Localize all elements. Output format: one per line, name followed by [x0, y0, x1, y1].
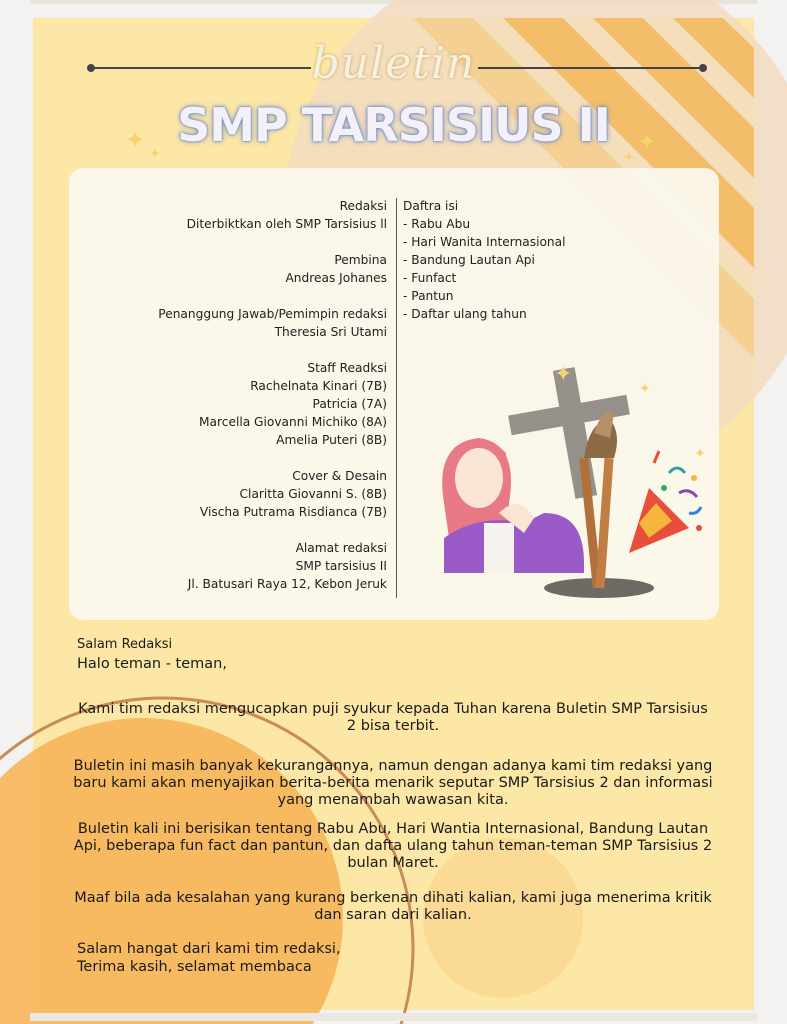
bulletin-title: SMP TARSISIUS II [177, 98, 610, 152]
sparkle-icon: ✦ [639, 381, 651, 397]
toc-item: - Rabu Abu [403, 217, 471, 231]
colophon-line: Diterbiktkan oleh SMP Tarsisius ll [186, 217, 387, 231]
sparkle-icon: ✦ [125, 126, 146, 154]
toc-item: - Funfact [403, 271, 457, 285]
toc-title: Daftra isi [403, 199, 459, 213]
letter-paragraph: Buletin kali ini berisikan tentang Rabu Abu, Hari Wantia Internasional, Bandung Lautan Api, beberapa fun fact dan pantun, dan dafta ulang tahun teman-teman SMP Tarsisius 2 bulan Maret. [73, 821, 713, 871]
bulletin-subtitle: buletin [311, 38, 476, 89]
sparkle-icon: ✦ [149, 146, 161, 162]
bottom-bar [30, 1013, 757, 1021]
colophon-line: Alamat redaksi [295, 541, 387, 555]
sparkle-icon: ✦ [623, 150, 635, 166]
girl-illustration [442, 438, 584, 573]
table-of-contents [403, 197, 653, 323]
letter-greeting: Salam Redaksi [77, 637, 173, 652]
colophon-line: Pembina [334, 253, 387, 267]
letter-closing: Salam hangat dari kami tim redaksi, [77, 941, 341, 957]
colophon [69, 197, 387, 593]
colophon-line: Patricia (7A) [312, 397, 387, 411]
colophon-gap [69, 521, 387, 539]
colophon-gap [69, 341, 387, 359]
colophon-line: Rachelnata Kinari (7B) [250, 379, 387, 393]
toc-item: - Hari Wanita Internasional [403, 235, 566, 249]
bulletin-page [33, 18, 754, 1010]
toc-item: - Bandung Lautan Api [403, 253, 535, 267]
sparkle-icon: ✦ [694, 446, 706, 462]
letter-paragraph: Buletin ini masih banyak kekurangannya, namun dengan adanya kami tim redaksi yang baru kami akan menyajikan berita-berita menarik seputar SMP Tarsisius 2 dan informasi yang menambah wawasan kita. [73, 758, 713, 808]
toc-item: - Pantun [403, 289, 454, 303]
sparkle-icon: ✦ [637, 128, 658, 156]
info-card [69, 168, 719, 620]
illustration [424, 363, 704, 603]
sparkle-icon: ✦ [554, 362, 573, 387]
column-divider [396, 198, 397, 598]
colophon-gap [69, 449, 387, 467]
party-popper-icon [629, 451, 702, 553]
toc-item: - Daftar ulang tahun [403, 307, 527, 321]
colophon-line: Jl. Batusari Raya 12, Kebon Jeruk [187, 577, 387, 591]
colophon-line: Redaksi [339, 199, 387, 213]
colophon-line: Marcella Giovanni Michiko (8A) [199, 415, 387, 429]
letter-paragraph: Kami tim redaksi mengucapkan puji syukur kepada Tuhan karena Buletin SMP Tarsisius 2 bisa terbit. [78, 701, 708, 734]
colophon-line: Cover & Desain [292, 469, 387, 483]
letter-closing: Terima kasih, selamat membaca [77, 959, 312, 975]
colophon-line: Theresia Sri Utami [274, 325, 387, 339]
letter-hello: Halo teman - teman, [77, 656, 227, 672]
colophon-line: SMP tarsisius II [295, 559, 387, 573]
colophon-line: Penanggung Jawab/Pemimpin redaksi [158, 307, 387, 321]
colophon-line: Staff Readksi [307, 361, 387, 375]
letter-paragraph: Maaf bila ada kesalahan yang kurang berkenan dihati kalian, kami juga menerima kritik dan saran dari kalian. [74, 890, 712, 923]
colophon-gap [69, 287, 387, 305]
colophon-line: Amelia Puteri (8B) [276, 433, 387, 447]
colophon-line: Claritta Giovanni S. (8B) [239, 487, 387, 501]
colophon-gap [69, 233, 387, 251]
colophon-line: Andreas Johanes [285, 271, 387, 285]
colophon-line: Vischa Putrama Risdianca (7B) [199, 505, 387, 519]
